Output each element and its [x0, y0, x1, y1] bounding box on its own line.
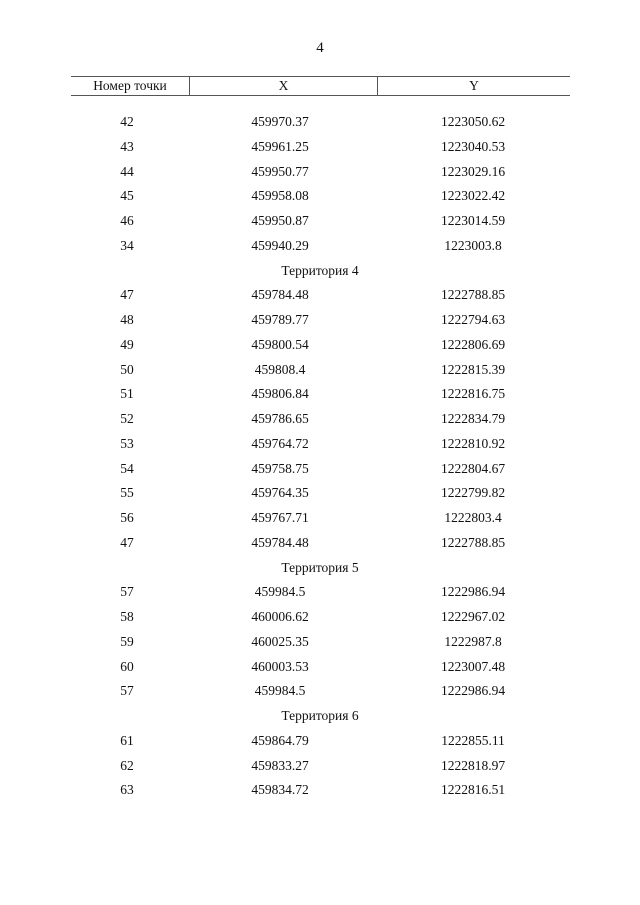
- table-row: [0, 655, 640, 680]
- point-number-cell: 61: [120, 732, 134, 748]
- point-number-cell: 45: [120, 188, 134, 204]
- table-row: [0, 605, 640, 630]
- point-number-cell: 58: [120, 609, 134, 624]
- point-number-cell: 60: [120, 658, 134, 674]
- table-row: [0, 407, 640, 432]
- y-coordinate-cell: 1222810.92: [440, 435, 506, 451]
- x-coordinate-cell: 459764.72: [251, 435, 309, 451]
- table-row: [0, 234, 640, 259]
- x-coordinate-cell: 459764.35: [251, 485, 309, 501]
- point-number-cell: 47: [120, 534, 134, 550]
- table-row: [0, 432, 640, 457]
- table-row: [0, 283, 640, 308]
- header-point-number: Номер точки: [93, 78, 167, 93]
- header-y: Y: [377, 77, 570, 95]
- y-coordinate-cell: 1223003.8: [444, 237, 502, 253]
- table-row: [0, 457, 640, 482]
- x-coordinate-cell: 460025.35: [251, 633, 309, 649]
- header-x: X: [189, 77, 377, 95]
- y-coordinate-cell: 1222987.8: [444, 633, 502, 649]
- point-number-cell: 48: [120, 312, 134, 327]
- table-row: [0, 754, 640, 779]
- y-coordinate-cell: 1223022.42: [440, 188, 506, 204]
- table-header: [71, 76, 570, 96]
- table-row: [0, 580, 640, 605]
- table-row: [0, 160, 640, 185]
- y-coordinate-cell: 1222816.51: [440, 782, 506, 798]
- table-row: [0, 506, 640, 531]
- y-coordinate-cell: 1222816.75: [440, 386, 506, 402]
- table-row: [0, 531, 640, 556]
- y-coordinate-cell: 1222818.97: [440, 757, 506, 773]
- x-coordinate-cell: 460006.62: [251, 609, 309, 624]
- table-row: [0, 481, 640, 506]
- point-number-cell: 52: [120, 411, 134, 426]
- table-row: [0, 358, 640, 383]
- y-coordinate-cell: 1222799.82: [440, 485, 506, 501]
- point-number-cell: 42: [120, 114, 134, 129]
- table-row: [0, 135, 640, 160]
- y-coordinate-cell: 1222806.69: [440, 336, 506, 352]
- point-number-cell: 44: [120, 163, 134, 179]
- x-coordinate-cell: 459864.79: [251, 732, 309, 748]
- territory-heading: Территория 5: [281, 559, 359, 575]
- point-number-cell: 56: [120, 510, 134, 525]
- x-coordinate-cell: 459984.5: [254, 584, 306, 600]
- x-coordinate-cell: 459784.48: [251, 534, 309, 550]
- territory-heading: Территория 6: [281, 708, 359, 723]
- page-number: 4: [316, 40, 324, 56]
- x-coordinate-cell: 459789.77: [251, 312, 309, 327]
- y-coordinate-cell: 1222788.85: [440, 287, 506, 303]
- x-coordinate-cell: 459786.65: [251, 411, 309, 426]
- table-row: [0, 382, 640, 407]
- table-row: [0, 209, 640, 234]
- y-coordinate-cell: 1222855.11: [441, 732, 505, 748]
- y-coordinate-cell: 1222834.79: [440, 411, 506, 426]
- table-row: [0, 110, 640, 135]
- table-row: [0, 630, 640, 655]
- y-coordinate-cell: 1222788.85: [440, 534, 506, 550]
- x-coordinate-cell: 460003.53: [251, 658, 309, 674]
- x-coordinate-cell: 459958.08: [251, 188, 309, 204]
- x-coordinate-cell: 459833.27: [251, 757, 309, 773]
- point-number-cell: 59: [120, 633, 134, 649]
- y-coordinate-cell: 1222815.39: [440, 361, 506, 377]
- point-number-cell: 51: [120, 386, 134, 402]
- point-number-cell: 57: [120, 683, 134, 699]
- point-number-cell: 62: [120, 757, 134, 773]
- y-coordinate-cell: 1223040.53: [440, 138, 506, 154]
- table-row: [0, 184, 640, 209]
- x-coordinate-cell: 459984.5: [254, 683, 306, 699]
- point-number-cell: 49: [120, 336, 134, 352]
- x-coordinate-cell: 459940.29: [251, 237, 309, 253]
- x-coordinate-cell: 459950.77: [251, 163, 309, 179]
- table-row: [0, 679, 640, 704]
- table-row: [0, 308, 640, 333]
- x-coordinate-cell: 459961.25: [251, 138, 309, 154]
- y-coordinate-cell: 1223014.59: [440, 213, 506, 228]
- y-coordinate-cell: 1223050.62: [440, 114, 506, 129]
- point-number-cell: 43: [120, 138, 134, 154]
- table-row: [0, 729, 640, 754]
- x-coordinate-cell: 459800.54: [251, 336, 309, 352]
- x-coordinate-cell: 459950.87: [251, 213, 309, 228]
- point-number-cell: 54: [120, 460, 134, 476]
- y-coordinate-cell: 1222967.02: [440, 609, 506, 624]
- y-coordinate-cell: 1222986.94: [440, 584, 506, 600]
- y-coordinate-cell: 1222986.94: [440, 683, 506, 699]
- y-coordinate-cell: 1223007.48: [440, 658, 506, 674]
- y-coordinate-cell: 1222804.67: [440, 460, 506, 476]
- point-number-cell: 34: [120, 237, 134, 253]
- point-number-cell: 47: [120, 287, 134, 303]
- x-coordinate-cell: 459767.71: [251, 510, 309, 525]
- y-coordinate-cell: 1222803.4: [444, 510, 502, 525]
- x-coordinate-cell: 459806.84: [251, 386, 309, 402]
- x-coordinate-cell: 459758.75: [251, 460, 309, 476]
- point-number-cell: 63: [120, 782, 134, 798]
- x-coordinate-cell: 459784.48: [251, 287, 309, 303]
- point-number-cell: 46: [120, 213, 134, 228]
- x-coordinate-cell: 459808.4: [254, 361, 306, 377]
- table-row: [0, 333, 640, 358]
- territory-heading: Территория 4: [281, 262, 359, 278]
- coordinates-table-body: [0, 110, 640, 803]
- point-number-cell: 50: [120, 361, 134, 377]
- y-coordinate-cell: 1222794.63: [440, 312, 506, 327]
- x-coordinate-cell: 459834.72: [251, 782, 309, 798]
- point-number-cell: 57: [120, 584, 134, 600]
- point-number-cell: 53: [120, 435, 134, 451]
- x-coordinate-cell: 459970.37: [251, 114, 309, 129]
- table-row: [0, 778, 640, 803]
- point-number-cell: 55: [120, 485, 134, 501]
- y-coordinate-cell: 1223029.16: [440, 163, 506, 179]
